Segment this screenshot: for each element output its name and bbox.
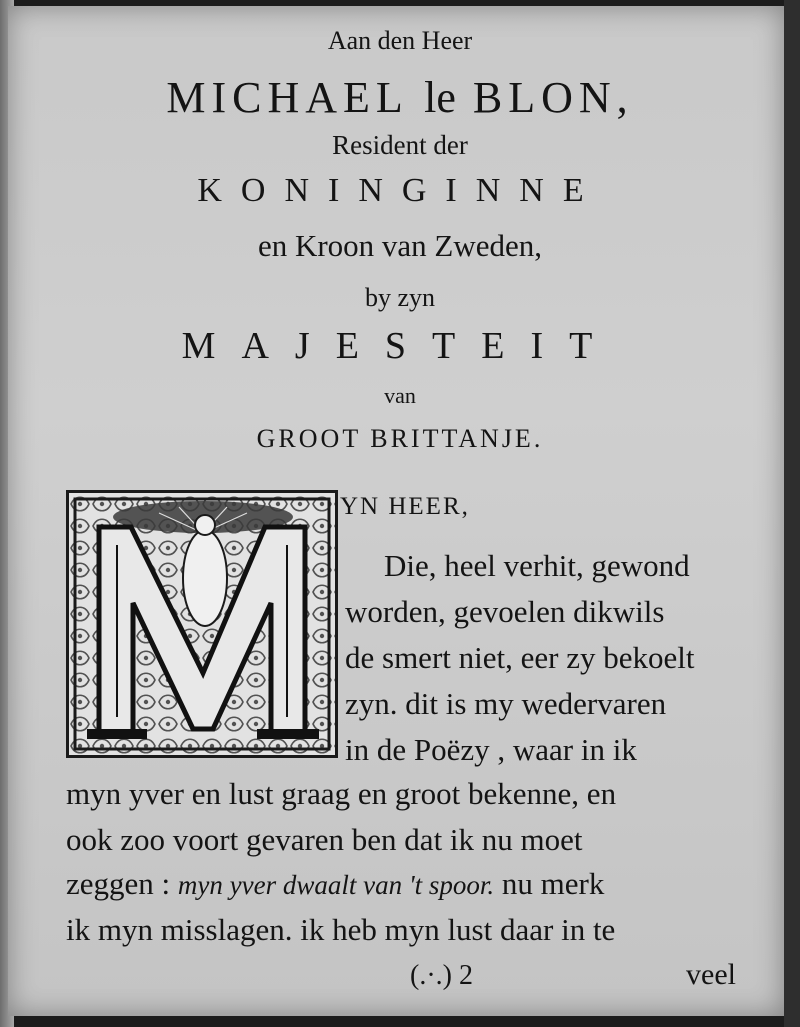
text-line-2: worden, gevoelen dikwils	[345, 594, 665, 629]
dedication-by-zyn: by zyn	[364, 283, 436, 312]
dedication-van: van	[384, 383, 416, 408]
text-line-1	[384, 548, 748, 584]
name-first: MICHAEL	[166, 73, 408, 122]
text-line-9: ik myn misslagen. ik heb myn lust daar in te	[66, 912, 616, 947]
name-last: BLON,	[472, 73, 634, 122]
text-line-3: de smert niet, eer zy bekoelt	[345, 640, 695, 675]
text-line-8-start: zeggen :	[66, 866, 171, 901]
dedication-crown: en Kroon van Zweden,	[257, 228, 543, 263]
text-line-1-content: Die, heel verhit, gewond	[384, 548, 690, 583]
catchword: veel	[686, 958, 736, 991]
initial-m-illustration	[69, 493, 335, 755]
name-particle: le	[424, 73, 456, 122]
text-line-5: in de Poëzy , waar in ik	[345, 732, 637, 767]
text-line-7: ook zoo voort gevaren ben dat ik nu moet	[66, 822, 583, 857]
decorated-initial-m	[66, 490, 338, 758]
dedication-salutation: Aan den Heer	[327, 26, 473, 55]
text-line-8-italic: myn yver dwaalt van 't spoor.	[177, 870, 495, 900]
dedication-queen: KONINGINNE	[197, 172, 603, 209]
dedication-majesty: MAJESTEIT	[181, 325, 619, 367]
dedication-resident: Resident der	[332, 130, 468, 160]
dedication-name	[0, 72, 800, 123]
text-line-4: zyn. dit is my wedervaren	[345, 686, 667, 721]
greeting: YN HEER,	[340, 493, 470, 520]
text-line-6: myn yver en lust graag en groot bekenne, en	[66, 776, 617, 811]
dedication-britain: GROOT BRITTANJE.	[256, 424, 544, 453]
text-line-8-end: nu merk	[501, 866, 605, 901]
signature-mark: (.·.) 2	[410, 960, 473, 991]
text-line-8	[66, 866, 604, 902]
